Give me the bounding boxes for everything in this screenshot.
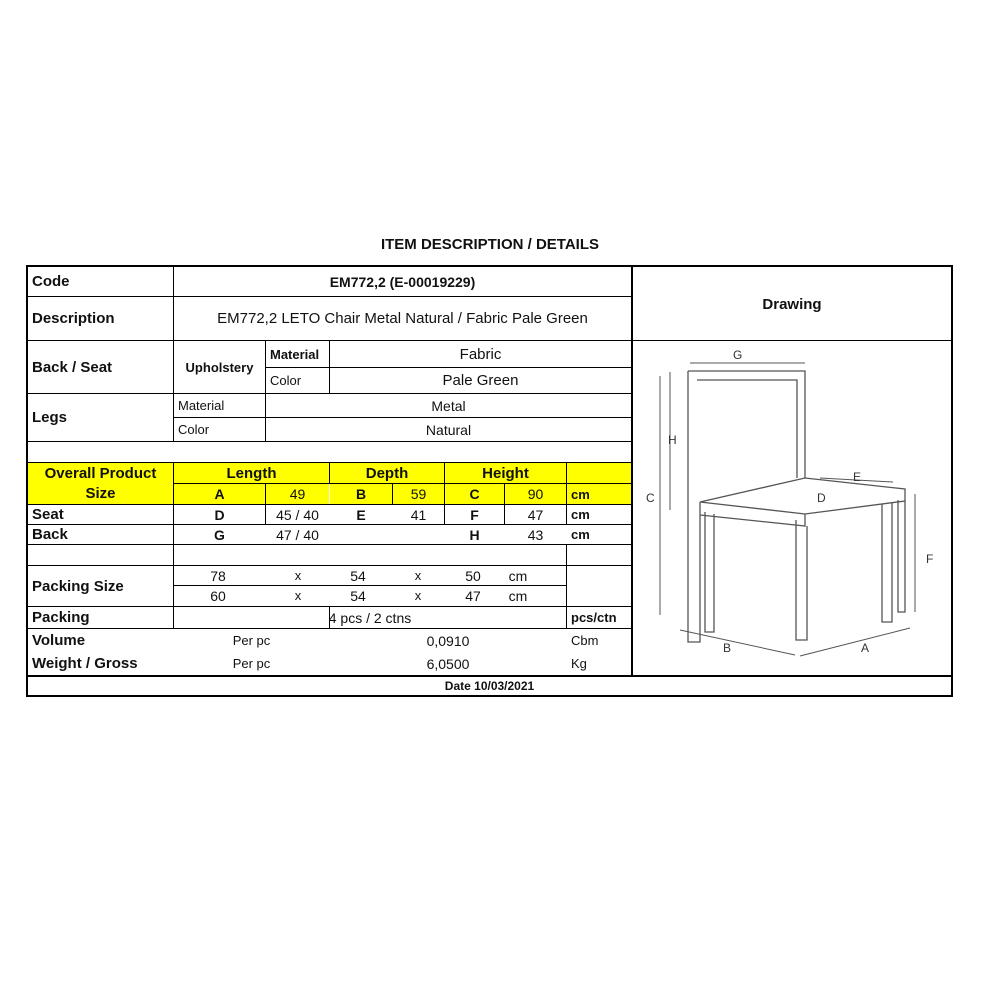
dim-b-letter: B [330, 484, 392, 504]
drawing-letter-d: D [817, 491, 826, 505]
dim-e-value: 41 [410, 506, 427, 523]
packing-value: 4 pcs / 2 ctns [328, 609, 412, 626]
date: Date 10/03/2021 [444, 679, 535, 693]
length-header: Length [174, 463, 329, 483]
dim-c-value: 90 [505, 484, 566, 504]
volume-label: Volume [32, 632, 86, 649]
upholstery-label: Upholstery [185, 359, 254, 375]
weight-unit: Kg [571, 656, 587, 671]
packing-size-width: 54 [350, 567, 366, 584]
drawing-letter-g: G [733, 348, 743, 362]
depth-header: Depth [330, 463, 444, 483]
packing-size-unit: cm [508, 567, 528, 584]
drawing-letter-e: E [853, 470, 862, 484]
chair-leg [796, 520, 807, 640]
packing-size-x: x [414, 588, 422, 603]
weight-label: Weight / Gross [32, 655, 138, 672]
packing-size-length: 60 [210, 587, 226, 604]
overall-size-label-line2: Size [85, 484, 116, 502]
overall-size-label [28, 463, 173, 504]
packing-size-label: Packing Size [32, 577, 124, 595]
dim-d-value: 45 / 40 [276, 506, 319, 523]
seat-unit: cm [571, 507, 590, 522]
volume-per: Per pc [232, 633, 271, 648]
dim-f-value: 47 [527, 506, 544, 523]
dim-f-letter: F [470, 506, 479, 523]
back-seat-color-label: Color [270, 373, 302, 388]
chair-drawing [633, 343, 951, 673]
packing-size-height: 50 [465, 567, 481, 584]
volume-value: 0,0910 [426, 632, 470, 649]
description-value: EM772,2 LETO Chair Metal Natural / Fabric Pale Green [217, 310, 588, 327]
packing-label: Packing [32, 609, 90, 626]
packing-size-x: x [294, 568, 302, 583]
back-seat-material-label: Material [270, 346, 320, 362]
chair-leg [898, 500, 905, 612]
dim-d-letter: D [214, 506, 225, 523]
description-label: Description [32, 310, 115, 327]
drawing-letter-h: H [668, 433, 677, 447]
volume-unit: Cbm [571, 633, 599, 648]
overall-size-label-line1: Overall Product [44, 464, 157, 482]
packing-size-x: x [294, 588, 302, 603]
grid-line [28, 544, 632, 545]
packing-size-length: 78 [210, 567, 226, 584]
dim-g-letter: G [214, 526, 225, 543]
chair-leg [882, 503, 892, 622]
dim-b-value: 59 [393, 484, 444, 504]
page-title: ITEM DESCRIPTION / DETAILS [380, 236, 600, 253]
dim-h-letter: H [469, 526, 480, 543]
code-value: EM772,2 (E-00019229) [329, 273, 476, 290]
weight-per: Per pc [232, 656, 271, 671]
dim-a-letter: A [174, 484, 265, 504]
dim-line-a [800, 628, 910, 656]
grid-line [28, 441, 632, 442]
legs-color-value: Natural [425, 421, 472, 438]
height-header: Height [445, 463, 566, 483]
back-unit: cm [571, 527, 590, 542]
seat-label: Seat [32, 506, 64, 523]
legs-label: Legs [32, 409, 68, 426]
legs-material-value: Metal [431, 397, 466, 414]
back-seat-material-value: Fabric [459, 345, 502, 363]
drawing-letter-c: C [646, 491, 655, 505]
packing-size-unit: cm [508, 587, 528, 604]
legs-material-label: Material [178, 398, 225, 413]
height-header-spacer [567, 463, 631, 483]
code-label: Code [32, 273, 70, 290]
dim-c-letter: C [445, 484, 504, 504]
packing-size-x: x [414, 568, 422, 583]
drawing-letter-a: A [861, 641, 870, 655]
packing-unit: pcs/ctn [571, 610, 617, 625]
dim-h-value: 43 [527, 526, 544, 543]
packing-size-height: 47 [465, 587, 481, 604]
dim-a-value: 49 [266, 484, 329, 504]
drawing-letter-b: B [723, 641, 732, 655]
weight-value: 6,0500 [426, 655, 470, 672]
legs-color-label: Color [178, 422, 210, 437]
dim-e-letter: E [356, 506, 366, 523]
chair-seat [700, 478, 905, 526]
dim-g-value: 47 / 40 [276, 526, 319, 543]
back-seat-color-value: Pale Green [442, 372, 519, 389]
packing-size-width: 54 [350, 587, 366, 604]
back-label: Back [32, 526, 68, 543]
drawing-letter-f: F [926, 552, 934, 566]
chair-leg [705, 512, 714, 632]
drawing-label: Drawing [762, 295, 822, 313]
back-seat-label: Back / Seat [32, 358, 113, 376]
overall-unit: cm [567, 484, 631, 504]
